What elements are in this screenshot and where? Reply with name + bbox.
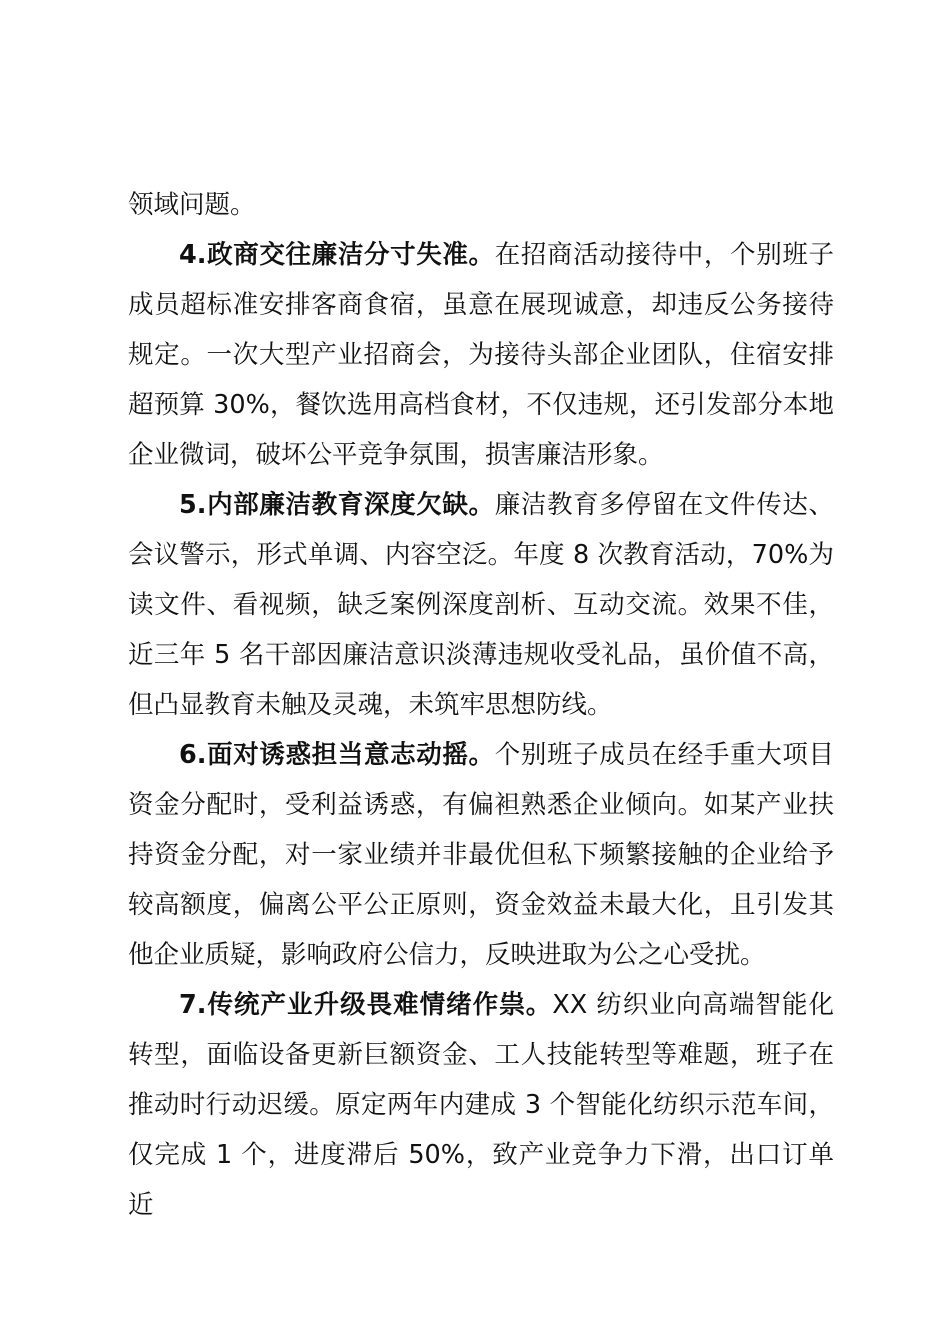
paragraph-heading: 6.面对诱惑担当意志动摇。 [179,740,495,770]
paragraph-heading: 4.政商交往廉洁分寸失准。 [179,240,495,270]
paragraph-5 [128,480,834,730]
paragraph-7 [128,980,834,1230]
paragraph-heading: 5.内部廉洁教育深度欠缺。 [179,490,495,520]
paragraph-text: 廉洁教育多停留在文件传达、会议警示，形式单调、内容空泛。年度 8 次教育活动，70%为读文件、看视频，缺乏案例深度剖析、互动交流。效果不佳，近三年 5 名干部因廉洁意识淡薄违规收受礼品，虽价值不高，但凸显教育未触及灵魂，未筑牢思想防线。 [128,490,834,720]
document-page [128,180,834,1230]
paragraph-6 [128,730,834,980]
paragraph-4 [128,230,834,480]
paragraph-heading: 7.传统产业升级畏难情绪作祟。 [179,990,553,1020]
paragraph-continuation [128,180,834,230]
paragraph-text: 个别班子成员在经手重大项目资金分配时，受利益诱惑，有偏袒熟悉企业倾向。如某产业扶持资金分配，对一家业绩并非最优但私下频繁接触的企业给予较高额度，偏离公平公正原则，资金效益未最大化，且引发其他企业质疑，影响政府公信力，反映进取为公之心受扰。 [128,740,834,970]
paragraph-text: XX 纺织业向高端智能化转型，面临设备更新巨额资金、工人技能转型等难题，班子在推动时行动迟缓。原定两年内建成 3 个智能化纺织示范车间，仅完成 1 个，进度滞后 50%，致产业竞争力下滑，出口订单近 [128,990,834,1220]
paragraph-text: 在招商活动接待中，个别班子成员超标准安排客商食宿，虽意在展现诚意，却违反公务接待规定。一次大型产业招商会，为接待头部企业团队，住宿安排超预算 30%，餐饮选用高档食材，不仅违规，还引发部分本地企业微词，破坏公平竞争氛围，损害廉洁形象。 [128,240,834,470]
paragraph-text: 领域问题。 [128,190,256,220]
